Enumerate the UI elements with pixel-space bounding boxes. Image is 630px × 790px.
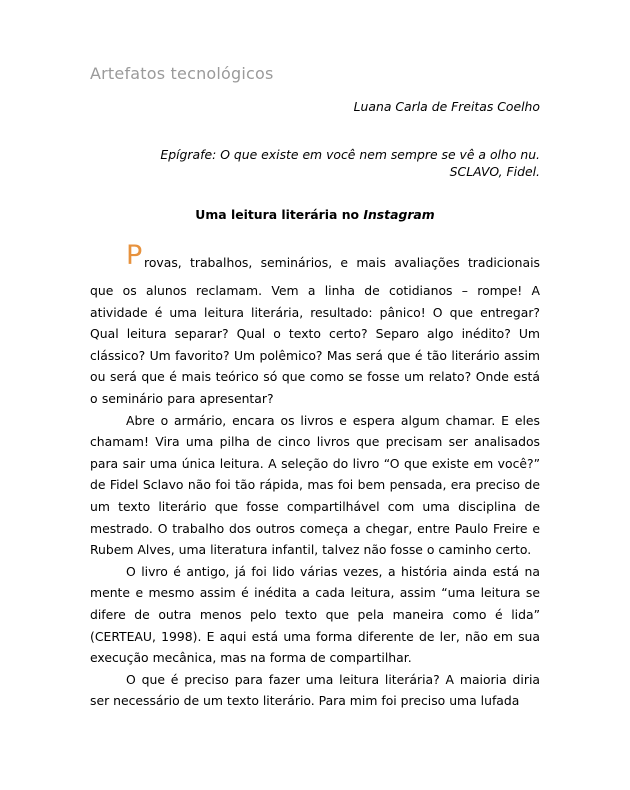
first-line <box>90 242 540 270</box>
paragraph-4: O que é preciso para fazer uma leitura literária? A maioria diria ser necessário de um texto literário. Para mim foi preciso uma lufada <box>90 671 540 709</box>
drop-cap: P <box>126 240 143 271</box>
epigraph-attribution: SCLAVO, Fidel. <box>449 164 540 179</box>
paragraph-1: que os alunos reclamam. Vem a linha de cotidianos – rompe! A atividade é uma leitura literária, resultado: pânico! O que entregar? Qual leitura separar? Qual o texto certo? Separo algo inédito? Um clássico? Um favorito? Um polêmico? Mas será que é tão literário assim ou será que é mais teórico só que como se fosse um relato? Onde está o seminário para apresentar? <box>90 283 540 406</box>
paragraph-3: O livro é antigo, já foi lido várias vezes, a história ainda está na mente e mesmo assim é inédita a cada leitura, assim “uma leitura se difere de outra menos pelo texto que pela maneira como é lida” (CERTEAU, 1998). E aqui está uma forma diferente de ler, não em sua execução mecânica, mas na forma de compartilhar. <box>90 563 540 666</box>
author-name: Luana Carla de Freitas Coelho <box>353 99 540 114</box>
epigraph <box>160 146 540 180</box>
paragraph-2: Abre o armário, encara os livros e espera algum chamar. E eles chamam! Vira uma pilha de cinco livros que precisam ser analisados para sair uma única leitura. A seleção do livro “O que existe em você?” de Fidel Sclavo não foi tão rápida, mas foi bem pensada, era preciso de um texto literário que fosse compartilhável com uma disciplina de mestrado. O trabalho dos outros começa a chegar, entre Paulo Freire e Rubem Alves, uma literatura infantil, talvez não fosse o caminho certo. <box>90 412 540 558</box>
article-title-emphasis: Instagram <box>363 207 435 222</box>
section-title: Artefatos tecnológicos <box>90 64 274 83</box>
article-body <box>90 280 540 712</box>
article-title <box>90 207 540 222</box>
article-title-prefix: Uma leitura literária no <box>195 207 360 222</box>
first-line-text: rovas, trabalhos, seminários, e mais avaliações tradicionais <box>144 255 540 270</box>
epigraph-quote: Epígrafe: O que existe em você nem sempre se vê a olho nu. <box>160 147 540 162</box>
